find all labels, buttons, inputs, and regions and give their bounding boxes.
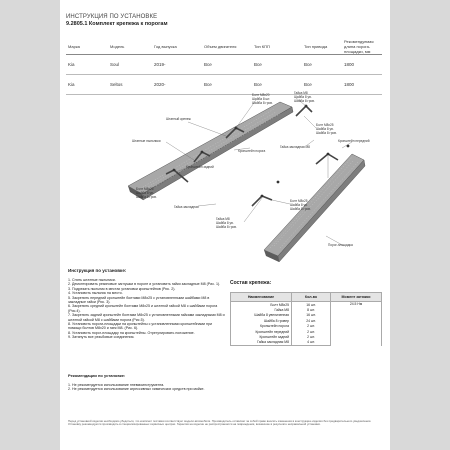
list-item: 4. Установить пыльник на место.: [68, 291, 123, 296]
label-stock-caps: Штатные пыльники: [132, 139, 161, 143]
list-item: 2. Не рекомендуется использование агрессивных химических средств при мойке.: [68, 387, 205, 392]
label-washer-top-1: Шайба 8 шт.: [252, 97, 271, 101]
label-washer-bottom-2: Шайба 8 гров.: [290, 207, 311, 211]
list-item: 8. Установить пороги-площадки на кронштейны с установленными кронштейнами при помощи болтов М8х20 и гаек М8. (Рис. 6).: [68, 322, 212, 331]
cell-drive: Все: [302, 75, 342, 95]
document-subtitle: 9.2805.1 Комплект крепежа к порогам: [66, 21, 168, 27]
cell-torque: 24.5 Нм: [331, 302, 382, 346]
cell-part: Кронштейн порога: [231, 324, 292, 329]
list-item: 3. Подрезать пыльник в местах установки кронштейнов (Рис. 2).: [68, 286, 176, 291]
col-name: Наименование: [231, 293, 292, 302]
cell-engine: Все: [202, 75, 252, 95]
recommendations-title: Рекомендации по установке:: [68, 373, 126, 378]
cell-gearbox: Все: [252, 55, 302, 75]
label-step-platform: Порог-площадка: [328, 243, 353, 247]
cell-qty: 16 шт.: [292, 302, 331, 308]
cell-length: 1800: [342, 75, 382, 95]
vehicle-table-header: [66, 38, 382, 55]
diagram-svg: [66, 90, 382, 266]
label-bolt-right: Болт М8х25: [316, 123, 334, 127]
label-bolt-bottom: Болт М8х25: [290, 199, 308, 203]
cell-qty: 2 шт.: [292, 324, 331, 329]
label-washer-right-2: Шайба 8 гров.: [316, 131, 337, 135]
label-stock-fastener: Штатный крепеж: [166, 117, 191, 121]
label-nut-plate: Гайка закладная: [174, 205, 199, 209]
cell-part: Гайка М8: [231, 307, 292, 312]
table-row: [66, 55, 382, 75]
cell-part: Шайба 8 увеличенная: [231, 313, 292, 318]
list-item: 6. Закрепить средний кронштейн болтами М8х25 и штатной гайкой М8 с шайбами порога (Рис.4).: [68, 304, 218, 313]
label-washer-nut-1: Шайба 8 ув.: [294, 95, 312, 99]
label-bracket-front-2: Кронштейн передний: [338, 139, 370, 143]
upper-step-board: [128, 102, 293, 200]
cell-part: Гайка закладная М8: [231, 340, 292, 346]
components-header: [231, 293, 382, 302]
col-qty: Кол-во: [292, 293, 331, 302]
document-title: ИНСТРУКЦИЯ ПО УСТАНОВКЕ: [66, 14, 158, 20]
cell-gearbox: Все: [252, 75, 302, 95]
col-make: Марка: [66, 38, 108, 55]
cell-part: Кронштейн задний: [231, 334, 292, 339]
cell-qty: 4 шт.: [292, 340, 331, 346]
list-item: 5. Закрепить передний кронштейн болтами М8х25 с установленными шайбами М8 в закладные гайки (Рис. 3).: [68, 295, 210, 305]
instruction-steps: [68, 278, 226, 340]
cell-make: Kia: [66, 75, 108, 95]
components-table: [230, 292, 382, 346]
label-washer-bottom-1: Шайба 8 ув.: [290, 203, 308, 207]
cell-drive: Все: [302, 55, 342, 75]
cell-length: 1800: [342, 55, 382, 75]
label-bracket-rear: Кронштейн задний: [186, 165, 214, 169]
cell-model: Soul: [108, 55, 152, 75]
col-engine: Объем двигателя: [202, 38, 252, 55]
label-bolt-left: Болт М8х25: [136, 187, 154, 191]
recommendations-list: [68, 383, 248, 392]
cell-qty: 2 шт.: [292, 334, 331, 339]
cell-make: Kia: [66, 55, 108, 75]
cell-year: 2019-: [152, 55, 202, 75]
list-item: 7. Закрепить задний кронштейн болтами М8х25 с установленными гайками закладными М8 и штатной гайкой М8 с шайбами порога (Рис.5).: [68, 313, 225, 322]
instruction-page: [60, 0, 390, 450]
cell-qty: 24 шт.: [292, 318, 331, 323]
label-washer-left-1: Шайба 8 ув.: [136, 191, 154, 195]
list-item: 1. Снять штатные пыльники.: [68, 278, 116, 282]
cell-part: Шайба 8 гровер: [231, 318, 292, 323]
cell-model: Seltos: [108, 75, 152, 95]
list-item: 2. Демонтировать резиновые заглушки в пороге и установить гайки закладные М8 (Рис. 1).: [68, 282, 221, 287]
col-year: Год выпуска: [152, 38, 202, 55]
footer-note: Перед установкой изделия необходимо убедиться, что комплект поставки соответствует модели автомобиля. Производитель оставляет за собой право вносить изменения в конструкцию изделия без предварительного уведомления. Установку рекомендуется производить в специализированных сервисных центрах. Гарантия на изделие не распространяется на повреждения, возникшие в результате неправильной установки.: [68, 419, 372, 427]
col-torque: Момент затяжки: [331, 293, 382, 302]
list-item: 9. Затянуть все резьбовые соединения.: [68, 335, 135, 340]
col-model: Модель: [108, 38, 152, 55]
label-nut-rivet: Гайка закладная М8: [280, 145, 310, 149]
label-washer-bottom-4: Шайба 8 гров.: [216, 225, 237, 229]
label-washer-left-2: Шайба 8 гров.: [136, 195, 157, 199]
label-washer-nut-2: Шайба 8 гров.: [294, 99, 315, 103]
components-title: Состав крепежа:: [230, 280, 272, 286]
cell-part: Болт М8х25: [231, 302, 292, 308]
label-bracket-front: Кронштейн порога: [238, 149, 266, 153]
cell-qty: 8 шт.: [292, 307, 331, 312]
cell-year: 2020-: [152, 75, 202, 95]
label-washer-bottom-3: Шайба 8 ув.: [216, 221, 234, 225]
col-drive: Тип привода: [302, 38, 342, 55]
cell-engine: Все: [202, 55, 252, 75]
label-bolt-top: Болт М8х20: [252, 93, 270, 97]
col-length: Рекомендуемая длина порога-площадки, мм: [342, 38, 382, 55]
label-washer-right-1: Шайба 8 ув.: [316, 127, 334, 131]
cell-qty: 2 шт.: [292, 329, 331, 334]
instructions-title: Инструкция по установке:: [68, 268, 127, 273]
cell-part: Кронштейн передний: [231, 329, 292, 334]
cell-qty: 16 шт.: [292, 313, 331, 318]
label-nut-top: Гайка М8: [294, 91, 308, 95]
list-item: 8. Установить порог-площадку на кронштейны. Отрегулировать положение.: [68, 330, 195, 335]
installation-diagram: [66, 90, 382, 266]
vehicle-table: [66, 38, 382, 95]
label-washer-top-2: Шайба 8 гров.: [252, 101, 273, 105]
col-gearbox: Тип КПП: [252, 38, 302, 55]
label-nut-bottom: Гайка М8: [216, 217, 230, 221]
list-item: 1. Не рекомендуется использование пневмоинструмента.: [68, 383, 165, 387]
